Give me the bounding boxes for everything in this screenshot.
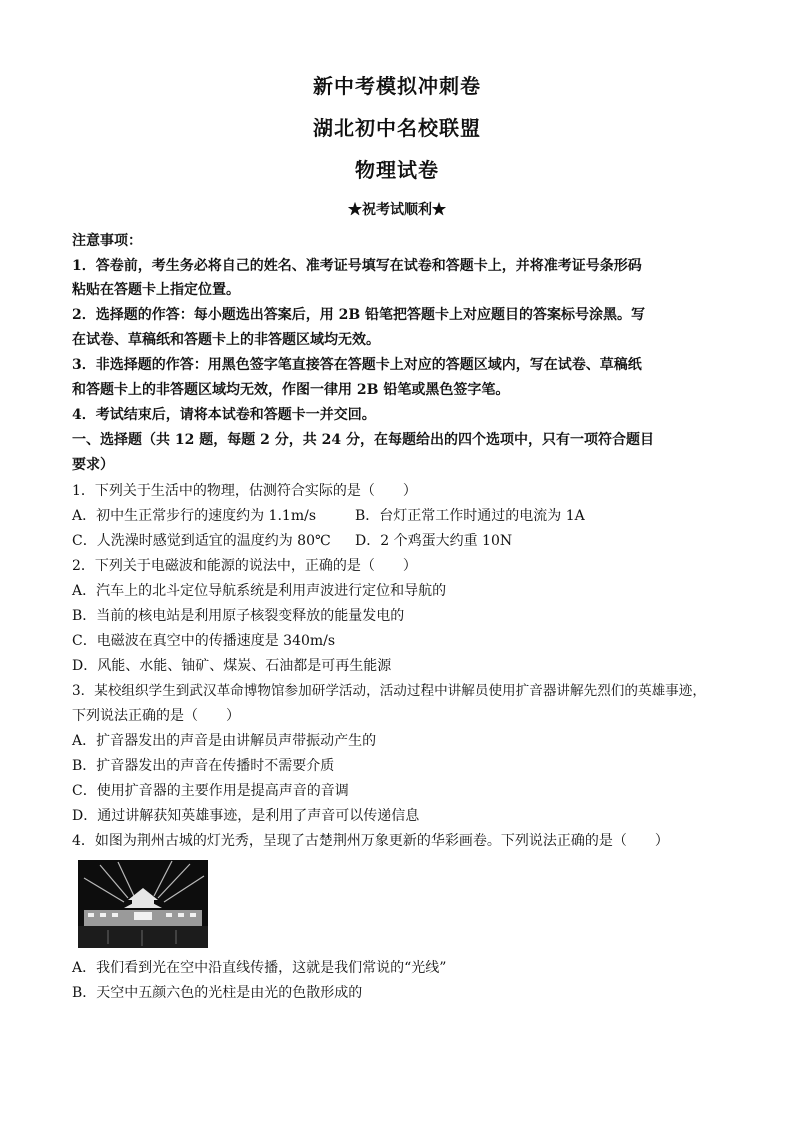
light-show-image <box>78 860 208 948</box>
subject-title: 物理试卷 <box>355 158 439 182</box>
question-4-stem: 4．如图为荆州古城的灯光秀，呈现了古楚荆州万象更新的华彩画卷。下列说法正确的是（ ） <box>72 833 669 849</box>
question-2-option-b: B．当前的核电站是利用原子核裂变释放的能量发电的 <box>72 608 405 624</box>
exam-series-title: 新中考模拟冲刺卷 <box>313 74 481 98</box>
question-1-option-a: A．初中生正常步行的速度约为 1.1m/s <box>72 508 317 524</box>
question-4-option-b: B．天空中五颜六色的光柱是由光的色散形成的 <box>72 985 363 1001</box>
question-1-options-row-2 <box>72 531 722 551</box>
question-2-option-a: A．汽车上的北斗定位导航系统是利用声波进行定位和导航的 <box>72 583 447 599</box>
question-4-option-a: A．我们看到光在空中沿直线传播，这就是我们常说的“光线” <box>72 960 447 976</box>
question-1-option-b: B．台灯正常工作时通过的电流为 1A <box>355 508 585 524</box>
note-1-line-1: 1．答卷前，考生务必将自己的姓名、准考证号填写在试卷和答题卡上，并将准考证号条形码 <box>72 258 642 274</box>
section-heading-line-2: 要求） <box>72 457 114 473</box>
question-3-stem-line-1: 3．某校组织学生到武汉革命博物馆参加研学活动，活动过程中讲解员使用扩音器讲解先烈们的英雄事迹， <box>72 683 706 699</box>
note-4: 4．考试结束后，请将本试卷和答题卡一并交回。 <box>72 407 376 423</box>
league-title: 湖北初中名校联盟 <box>313 116 481 140</box>
question-1-option-c: C．人洗澡时感觉到适宜的温度约为 80℃ <box>72 533 331 549</box>
question-3-option-c: C．使用扩音器的主要作用是提高声音的音调 <box>72 783 349 799</box>
note-2-line-1: 2．选择题的作答：每小题选出答案后，用 2B 铅笔把答题卡上对应题目的答案标号涂黑。写 <box>72 307 646 323</box>
question-2-option-d: D．风能、水能、铀矿、煤炭、石油都是可再生能源 <box>72 658 392 674</box>
note-3-line-2: 和答题卡上的非答题区域均无效，作图一律用 2B 铅笔或黑色签字笔。 <box>72 382 510 398</box>
note-3-line-1: 3．非选择题的作答：用黑色签字笔直接答在答题卡上对应的答题区域内，写在试卷、草稿纸 <box>72 357 642 373</box>
note-1-line-2: 粘贴在答题卡上指定位置。 <box>72 282 240 298</box>
section-heading-line-1: 一、选择题（共 12 题，每题 2 分，共 24 分，在每题给出的四个选项中，只有一项符合题目 <box>72 432 654 448</box>
blessing-text: ★祝考试顺利★ <box>348 202 446 218</box>
question-3-option-b: B．扩音器发出的声音在传播时不需要介质 <box>72 758 335 774</box>
question-2-option-c: C．电磁波在真空中的传播速度是 340m/s <box>72 633 336 649</box>
question-3-option-d: D．通过讲解获知英雄事迹，是利用了声音可以传递信息 <box>72 808 420 824</box>
question-3-stem-line-2: 下列说法正确的是（ ） <box>72 708 240 724</box>
light-show-photo <box>78 860 208 948</box>
note-2-line-2: 在试卷、草稿纸和答题卡上的非答题区域均无效。 <box>72 332 380 348</box>
question-1-stem: 1．下列关于生活中的物理，估测符合实际的是（ ） <box>72 483 417 499</box>
question-1-options-row-1 <box>72 506 722 526</box>
question-3-option-a: A．扩音器发出的声音是由讲解员声带振动产生的 <box>72 733 377 749</box>
question-2-stem: 2．下列关于电磁波和能源的说法中，正确的是（ ） <box>72 558 417 574</box>
notes-heading: 注意事项： <box>72 233 142 249</box>
question-1-option-d: D．2 个鸡蛋大约重 10N <box>355 533 513 549</box>
